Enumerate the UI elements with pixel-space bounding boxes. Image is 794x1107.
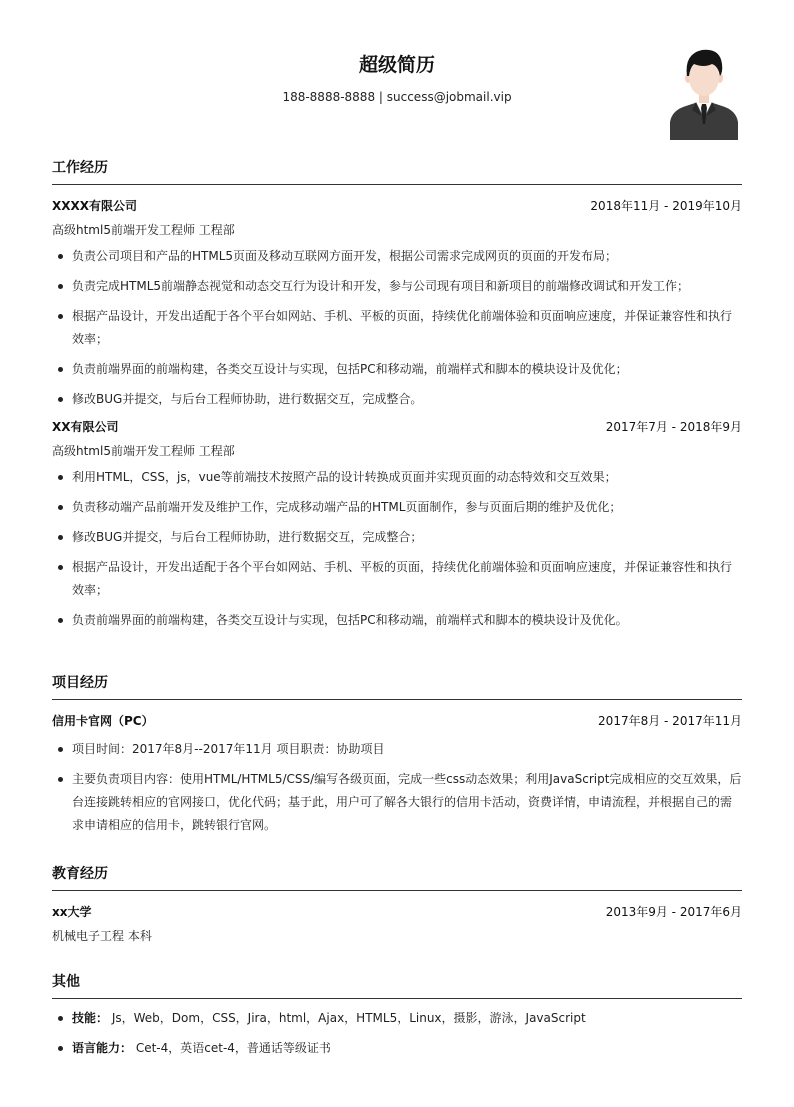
list-item: 修改BUG并提交，与后台工程师协助，进行数据交互，完成整合；: [52, 526, 742, 549]
list-item: 负责完成HTML5前端静态视觉和动态交互行为设计和开发，参与公司现有项目和新项目的前端修改调试和开发工作；: [52, 275, 742, 298]
languages-item: [52, 1037, 742, 1060]
projects-section: [52, 673, 742, 844]
languages-value: Cet-4，英语cet-4，普通话等级证书: [135, 1041, 331, 1055]
languages-label: 语言能力：: [72, 1041, 133, 1055]
work-entry-head: [52, 197, 742, 215]
education-period: 2013年9月 - 2017年6月: [605, 905, 742, 919]
work-period: 2018年11月 - 2019年10月: [590, 199, 742, 213]
education-section: [52, 864, 742, 945]
list-item: 根据产品设计，开发出适配于各个平台如网站、手机、平板的页面，持续优化前端体验和页面响应速度，并保证兼容性和执行效率；: [52, 556, 742, 602]
school-name: xx大学: [52, 905, 92, 919]
list-item: 利用HTML，CSS，js，vue等前端技术按照产品的设计转换成页面并实现页面的动态特效和交互效果；: [52, 466, 742, 489]
section-title-other: 其他: [52, 972, 742, 999]
education-entry-head: [52, 903, 742, 921]
list-item: 项目时间：2017年8月--2017年11月 项目职责：协助项目: [52, 738, 742, 761]
list-item: 根据产品设计，开发出适配于各个平台如网站、手机、平板的页面，持续优化前端体验和页面响应速度，并保证兼容性和执行效率；: [52, 305, 742, 351]
project-entry-head: [52, 712, 742, 730]
company-name: XX有限公司: [52, 420, 119, 434]
major-degree: 机械电子工程 本科: [52, 929, 152, 943]
section-title-work: 工作经历: [52, 158, 742, 185]
project-period: 2017年8月 - 2017年11月: [598, 714, 742, 728]
list-item: 负责前端界面的前端构建，各类交互设计与实现，包括PC和移动端，前端样式和脚本的模块设计及优化；: [52, 358, 742, 381]
candidate-name: 超级简历: [358, 54, 435, 76]
list-item: 负责移动端产品前端开发及维护工作，完成移动端产品的HTML页面制作，参与页面后期的维护及优化；: [52, 496, 742, 519]
job-title: 高级html5前端开发工程师 工程部: [52, 223, 235, 237]
list-item: 负责公司项目和产品的HTML5页面及移动互联网方面开发，根据公司需求完成网页的页面的开发布局；: [52, 245, 742, 268]
company-name: XXXX有限公司: [52, 199, 138, 213]
project-detail-list: [52, 738, 742, 837]
project-name: 信用卡官网（PC）: [52, 714, 154, 728]
section-title-education: 教育经历: [52, 864, 742, 891]
section-title-projects: 项目经历: [52, 673, 742, 700]
other-list: [52, 1007, 742, 1060]
contact-info: 188-8888-8888 | success@jobmail.vip: [282, 90, 512, 104]
resume-header: [0, 0, 794, 150]
list-item: 修改BUG并提交，与后台工程师协助，进行数据交互，完成整合。: [52, 388, 742, 411]
duty-list: [52, 245, 742, 411]
work-section: [52, 158, 742, 639]
skills-label: 技能：: [72, 1011, 109, 1025]
work-entry-head: [52, 418, 742, 436]
job-title: 高级html5前端开发工程师 工程部: [52, 444, 235, 458]
skills-value: Js，Web，Dom，CSS，Jira，html，Ajax，HTML5，Linux，摄影，游泳，JavaScript: [111, 1011, 586, 1025]
duty-list: [52, 466, 742, 632]
list-item: 负责前端界面的前端构建，各类交互设计与实现，包括PC和移动端，前端样式和脚本的模块设计及优化。: [52, 609, 742, 632]
skills-item: [52, 1007, 742, 1030]
work-period: 2017年7月 - 2018年9月: [605, 420, 742, 434]
other-section: [52, 972, 742, 1067]
avatar: [668, 44, 740, 140]
list-item: 主要负责项目内容：使用HTML/HTML5/CSS/编写各级页面，完成一些css动态效果；利用JavaScript完成相应的交互效果，后台连接跳转相应的官网接口，优化代码；基于此，用户可了解各大银行的信用卡活动，资费详情，申请流程，并根据自己的需求申请相应的信用卡，跳转银行官网。: [52, 768, 742, 837]
